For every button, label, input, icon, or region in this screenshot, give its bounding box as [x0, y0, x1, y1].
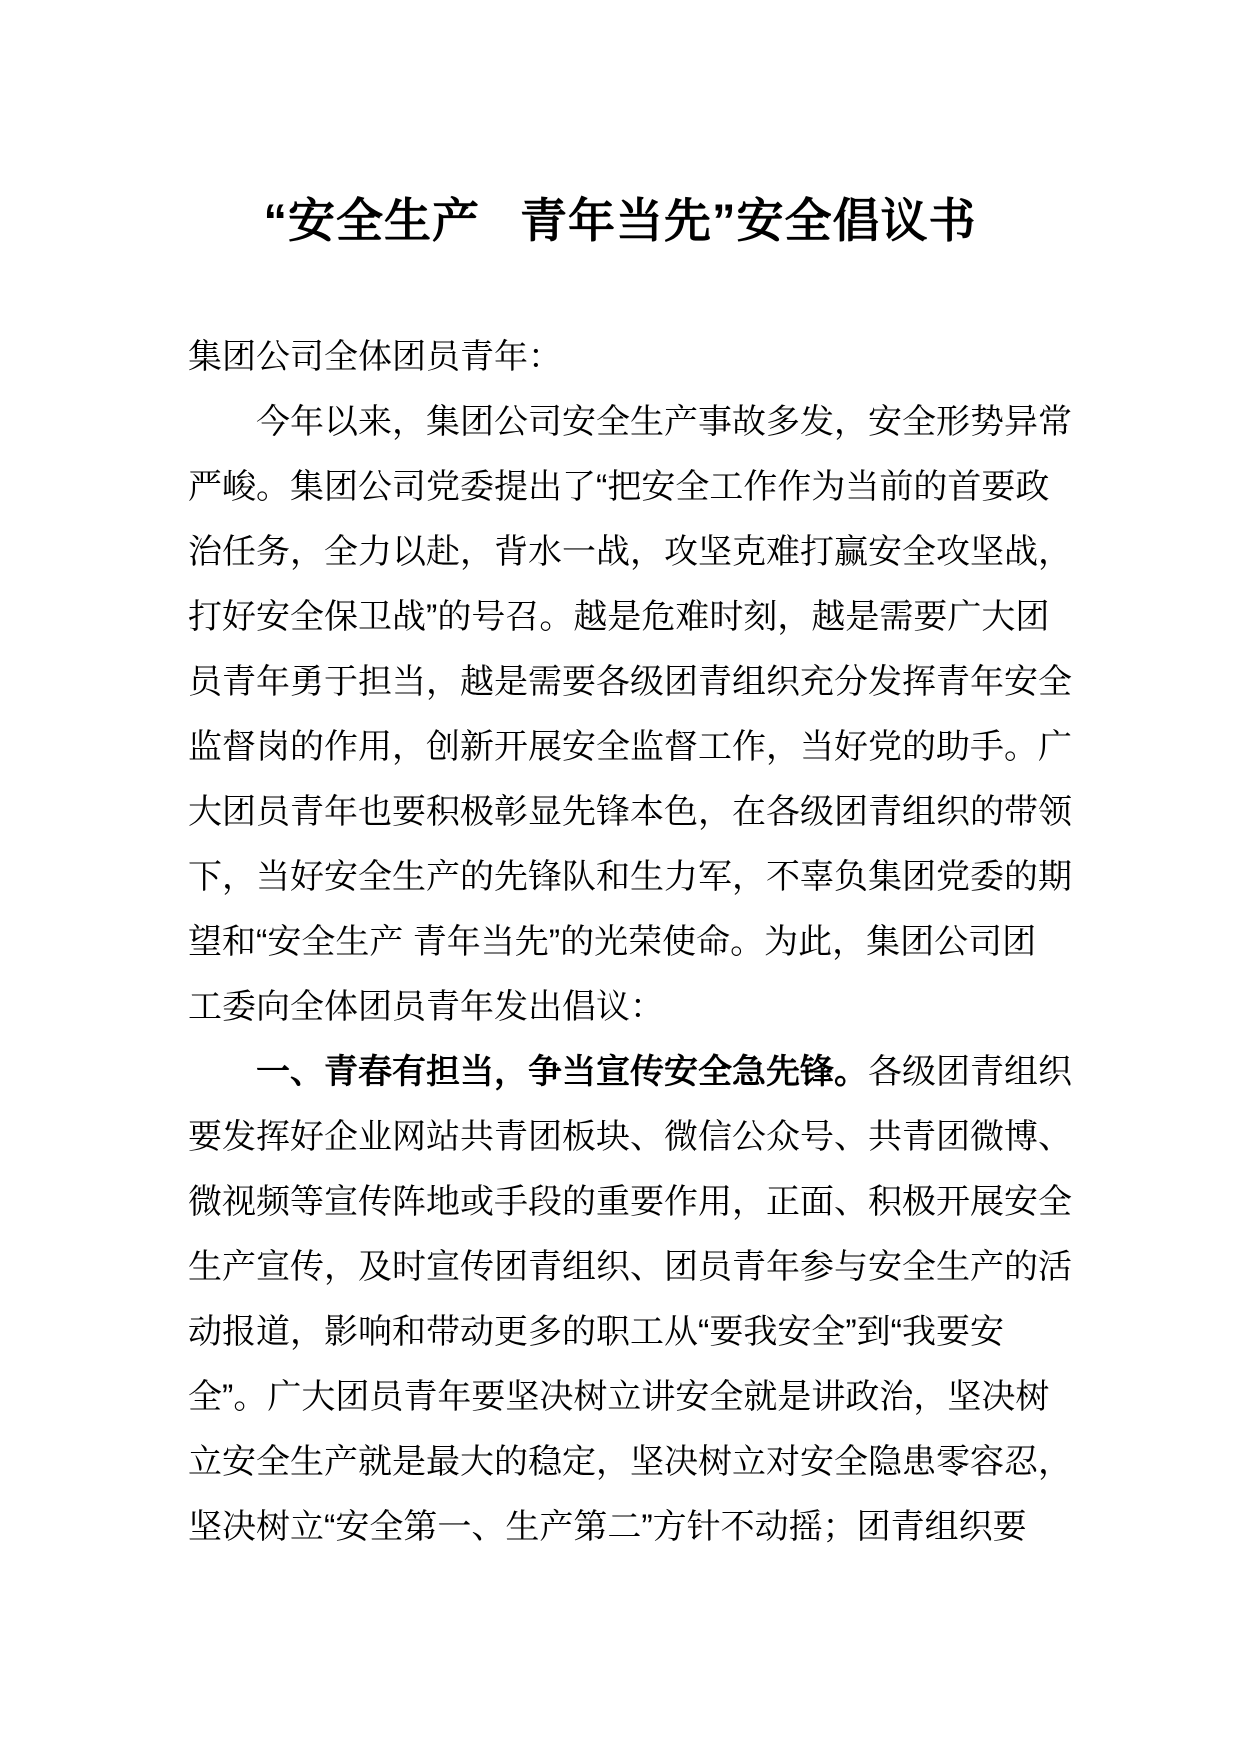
text-line: [188, 910, 1108, 975]
text-run: 治任务，全力以赴，背水一战，攻坚克难打赢安全攻坚战，: [188, 533, 1072, 571]
paragraph: [188, 1040, 1108, 1560]
text-run: 各级团青组织: [868, 1053, 1072, 1091]
text-line: [188, 1430, 1108, 1495]
text-run: 坚决树立“安全第一、生产第二”方针不动摇；团青组织要: [188, 1508, 1027, 1546]
text-line: [188, 390, 1108, 455]
text-run: 监督岗的作用，创新开展安全监督工作，当好党的助手。广: [188, 728, 1072, 766]
text-line: [188, 1495, 1108, 1560]
text-line: [188, 780, 1108, 845]
text-line: [188, 715, 1108, 780]
paragraph: [188, 390, 1108, 1040]
document-body: [188, 325, 1108, 1560]
text-line: [188, 585, 1108, 650]
text-line: [188, 650, 1108, 715]
text-line: [188, 1105, 1108, 1170]
text-line: [188, 455, 1108, 520]
text-line: [188, 1040, 1108, 1105]
text-run: 望和“安全生产 青年当先”的光荣使命。为此，集团公司团: [188, 923, 1037, 961]
text-run: 打好安全保卫战”的号召。越是危难时刻，越是需要广大团: [188, 598, 1050, 636]
bold-text-run: 一、青春有担当，争当宣传安全急先锋。: [256, 1053, 868, 1091]
text-run: 立安全生产就是最大的稳定，坚决树立对安全隐患零容忍，: [188, 1443, 1072, 1481]
text-line: [188, 1170, 1108, 1235]
text-run: 严峻。集团公司党委提出了“把安全工作作为当前的首要政: [188, 468, 1050, 506]
text-line: [188, 1300, 1108, 1365]
text-run: 大团员青年也要积极彰显先锋本色，在各级团青组织的带领: [188, 793, 1072, 831]
text-run: 生产宣传，及时宣传团青组织、团员青年参与安全生产的活: [188, 1248, 1072, 1286]
text-line: [188, 975, 1108, 1040]
text-run: 员青年勇于担当，越是需要各级团青组织充分发挥青年安全: [188, 663, 1072, 701]
document-title: “安全生产 青年当先”安全倡议书: [263, 194, 977, 247]
text-run: 下，当好安全生产的先锋队和生力军，不辜负集团党委的期: [188, 858, 1072, 896]
text-line: [188, 520, 1108, 585]
text-run: 微视频等宣传阵地或手段的重要作用，正面、积极开展安全: [188, 1183, 1072, 1221]
text-line: [188, 1365, 1108, 1430]
text-run: 要发挥好企业网站共青团板块、微信公众号、共青团微博、: [188, 1118, 1072, 1156]
text-line: [188, 1235, 1108, 1300]
salutation-line: 集团公司全体团员青年：: [188, 338, 562, 376]
text-run: 全”。广大团员青年要坚决树立讲安全就是讲政治，坚决树: [188, 1378, 1050, 1416]
text-run: 工委向全体团员青年发出倡议：: [188, 988, 664, 1026]
text-line: [188, 845, 1108, 910]
text-run: 今年以来，集团公司安全生产事故多发，安全形势异常: [256, 403, 1072, 441]
text-run: 动报道，影响和带动更多的职工从“要我安全”到“我要安: [188, 1313, 1004, 1351]
